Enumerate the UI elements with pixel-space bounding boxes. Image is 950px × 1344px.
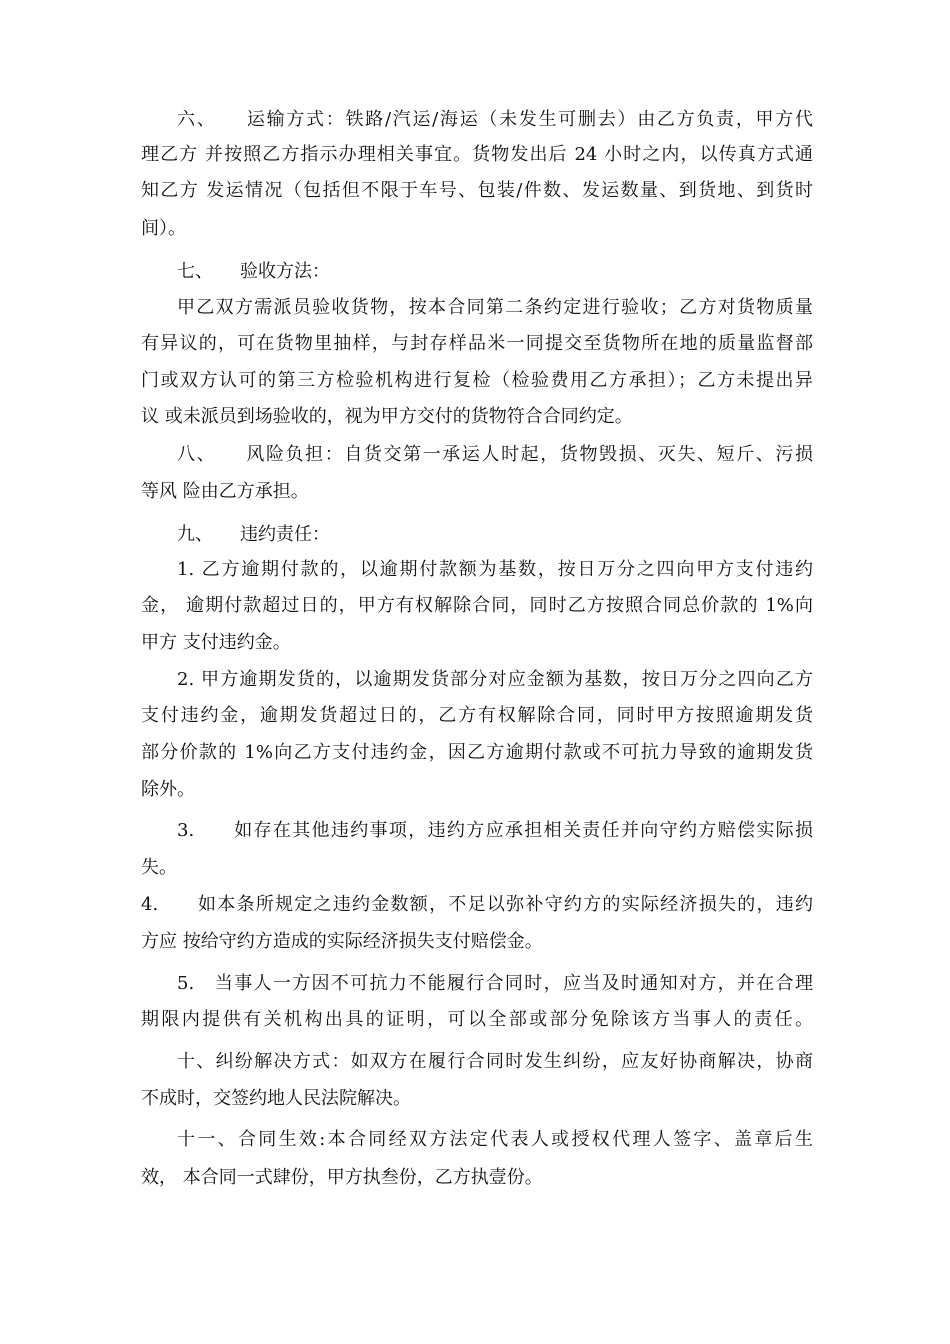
clause-11-line-1: 十一、合同生效:本合同经双方法定代表人或授权代理人签字、盖章后生 — [177, 1129, 813, 1150]
clause-9-item-4-line-2: 方应 按给守约方造成的实际经济损失支付赔偿金。 — [141, 931, 543, 952]
clause-9-item-4-line-1: 4. 如本条所规定之违约金数额，不足以弥补守约方的实际经济损失的，违约 — [141, 894, 813, 915]
clause-9-item-3-line-2: 失。 — [141, 857, 177, 878]
clause-9-item-2-line-2: 支付违约金，逾期发货超过日的，乙方有权解除合同，同时甲方按照逾期发货 — [141, 705, 813, 726]
clause-9-item-2-line-3: 部分价款的 1%向乙方支付违约金，因乙方逾期付款或不可抗力导致的逾期发货 — [141, 742, 813, 763]
clause-7-line-4: 议 或未派员到场验收的，视为甲方交付的货物符合合同约定。 — [141, 406, 633, 427]
clause-8-line-1: 八、 风险负担：自货交第一承运人时起，货物毁损、灭失、短斤、污损 — [177, 444, 813, 465]
clause-9-item-1-line-2: 金， 逾期付款超过日的，甲方有权解除合同，同时乙方按照合同总价款的 1%向 — [141, 595, 813, 616]
clause-6-line-3: 知乙方 发运情况（包括但不限于车号、包装/件数、发运数量、到货地、到货时 — [141, 180, 813, 201]
clause-11-line-2: 效， 本合同一式肆份，甲方执叁份，乙方执壹份。 — [141, 1167, 543, 1188]
clause-7-heading: 七、 验收方法： — [177, 261, 330, 282]
clause-6-line-4: 间）。 — [141, 218, 186, 239]
clause-6-line-1: 六、 运输方式：铁路/汽运/海运（未发生可删去）由乙方负责，甲方代 — [177, 109, 813, 130]
clause-7-line-3: 门或双方认可的第三方检验机构进行复检（检验费用乙方承担）；乙方未提出异 — [141, 370, 813, 391]
clause-10-line-2: 不成时，交签约地人民法院解决。 — [141, 1088, 411, 1109]
clause-9-item-3-line-1: 3. 如存在其他违约事项，违约方应承担相关责任并向守约方赔偿实际损 — [177, 820, 813, 841]
clause-9-heading: 九、 违约责任： — [177, 524, 330, 545]
clause-9-item-1-line-1: 1. 乙方逾期付款的，以逾期付款额为基数，按日万分之四向甲方支付违约 — [177, 559, 813, 580]
clause-6-line-2: 理乙方 并按照乙方指示办理相关事宜。货物发出后 24 小时之内，以传真方式通 — [141, 144, 813, 165]
clause-8-line-2: 等风 险由乙方承担。 — [141, 481, 309, 502]
clause-9-item-2-line-1: 2. 甲方逾期发货的，以逾期发货部分对应金额为基数，按日万分之四向乙方 — [177, 669, 813, 690]
clause-10-line-1: 十、纠纷解决方式：如双方在履行合同时发生纠纷，应友好协商解决，协商 — [177, 1051, 813, 1072]
clause-9-item-1-line-3: 甲方 支付违约金。 — [141, 632, 291, 653]
clause-9-item-2-line-4: 除外。 — [141, 779, 195, 800]
clause-9-item-5-line-1: 5. 当事人一方因不可抗力不能履行合同时，应当及时通知对方，并在合理 — [177, 973, 813, 994]
clause-9-item-5-line-2: 期限内提供有关机构出具的证明，可以全部或部分免除该方当事人的责任。 — [141, 1009, 813, 1030]
clause-7-line-2: 有异议的，可在货物里抽样，与封存样品米一同提交至货物所在地的质量监督部 — [141, 333, 813, 354]
clause-7-line-1: 甲乙双方需派员验收货物，按本合同第二条约定进行验收；乙方对货物质量 — [177, 297, 813, 318]
